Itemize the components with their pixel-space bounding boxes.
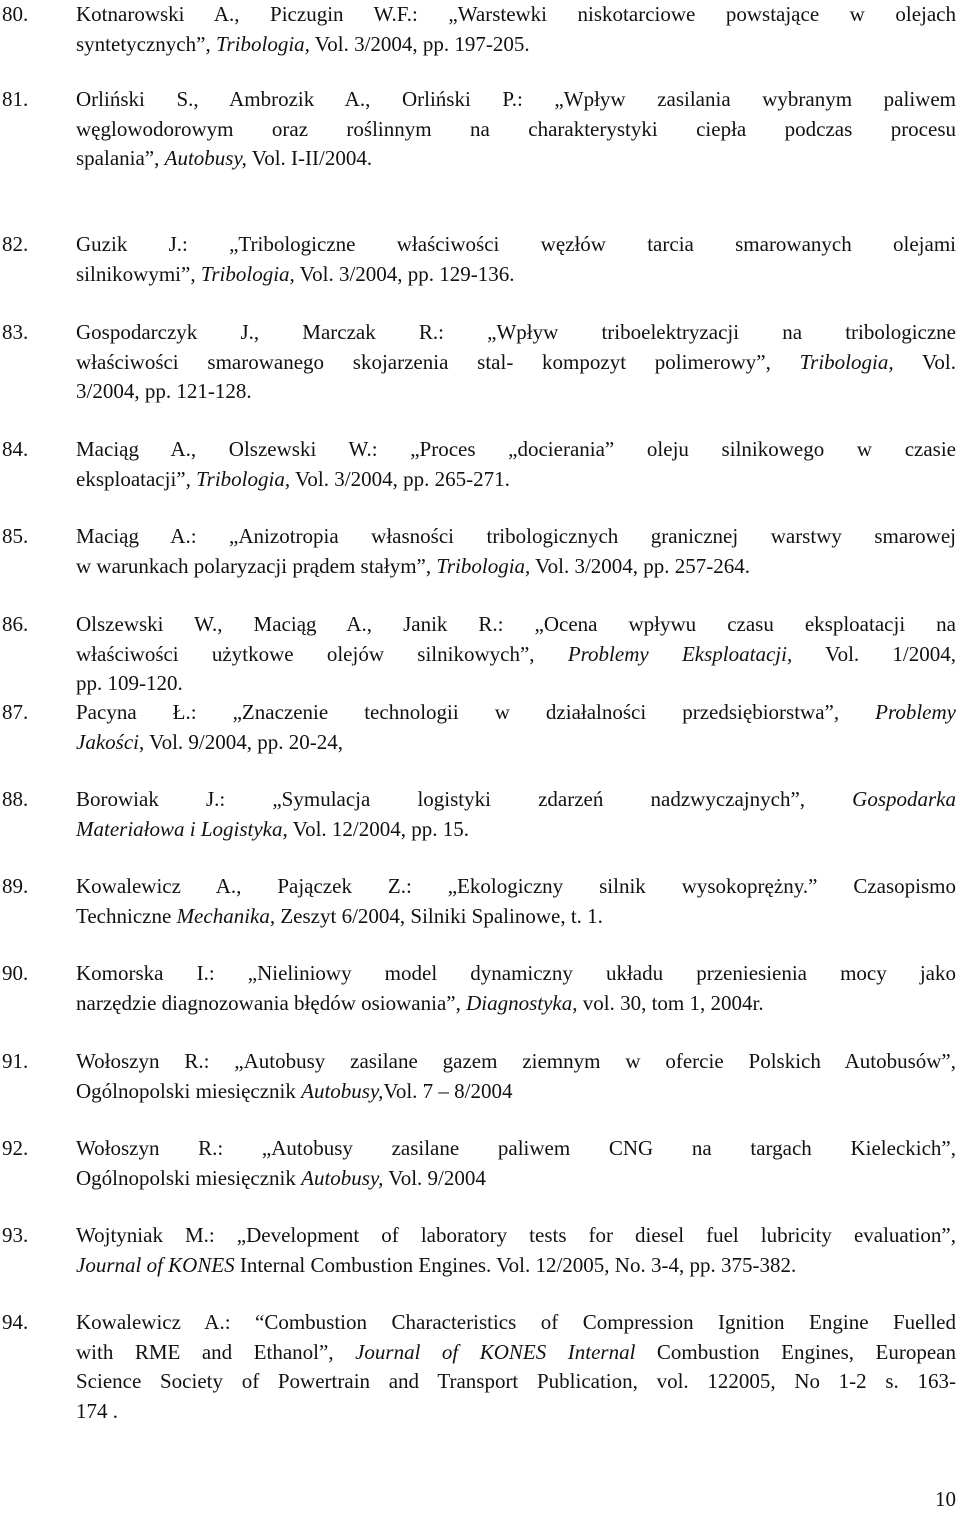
reference-line — [76, 435, 956, 465]
reference-line — [76, 872, 956, 902]
text-run: Wołoszyn R.: „Autobusy zasilane paliwem CNG na targach Kieleckich”, — [76, 1136, 956, 1160]
text-run: Ogólnopolski miesięcznik — [76, 1078, 302, 1103]
italic-title: Autobusy, — [164, 146, 247, 170]
reference-line — [76, 377, 956, 407]
reference-text — [76, 698, 956, 757]
text-run: Komorska I.: „Nieliniowy model dynamiczny układu przeniesienia mocy jako — [76, 961, 956, 985]
reference-text — [76, 959, 956, 1018]
reference-line — [76, 610, 956, 640]
reference-line — [76, 318, 956, 348]
text-run: Vol. 3/2004, pp. 257-264. — [530, 553, 751, 578]
reference-number: 88. — [2, 787, 29, 811]
italic-title: Tribologia, — [799, 349, 894, 374]
reference-number: 87. — [2, 700, 29, 724]
text-run: Internal Combustion Engines. Vol. 12/2005, No. 3-4, pp. 375-382. — [234, 1252, 797, 1277]
italic-title: Problemy Eksploatacji, — [567, 641, 793, 666]
reference-number: 82. — [2, 232, 29, 256]
reference-text — [76, 230, 956, 289]
reference-number: 85. — [2, 524, 29, 548]
reference-text — [76, 872, 956, 931]
reference-text — [76, 610, 956, 699]
reference-text — [76, 0, 956, 59]
reference-line — [76, 1077, 956, 1107]
reference-text — [76, 785, 956, 844]
reference-line — [76, 348, 956, 378]
text-run: with RME and Ethanol”, — [76, 1339, 356, 1364]
text-run: właściwości smarowanego skojarzenia stal- kompozyt polimerowy”, — [76, 349, 800, 374]
text-run: Vol. 3/2004, pp. 265-271. — [290, 466, 510, 491]
reference-line — [76, 902, 956, 932]
italic-title: Jakości — [76, 729, 139, 754]
reference-line — [76, 989, 956, 1019]
reference-line — [76, 728, 956, 758]
text-run: Vol. 1/2004, — [792, 641, 957, 666]
text-run: Maciąg A.: „Anizotropia własności tribologicznych granicznej warstwy smarowej — [76, 524, 956, 548]
reference-number: 94. — [2, 1310, 29, 1334]
italic-title: Autobusy, — [301, 1165, 384, 1190]
text-run: właściwości użytkowe olejów silnikowych”, — [76, 641, 568, 666]
reference-line — [76, 1047, 956, 1077]
italic-title: Mechanika, — [176, 903, 276, 928]
reference-text — [76, 318, 956, 407]
text-run: Vol. — [893, 349, 956, 374]
text-run: Wojtyniak M.: „Development of laboratory tests for diesel fuel lubricity evaluation”, — [76, 1223, 956, 1247]
text-run: Kowalewicz A.: “Combustion Characteristics of Compression Ignition Engine Fuelled — [76, 1310, 956, 1334]
text-run: Vol. 9/2004 — [383, 1165, 486, 1190]
italic-title: Tribologia, — [196, 466, 291, 491]
reference-line — [76, 552, 956, 582]
reference-line — [76, 1338, 956, 1368]
italic-title: Materiałowa i Logistyka — [76, 816, 283, 841]
text-run: 3/2004, pp. 121-128. — [76, 379, 252, 403]
text-run: Vol. 3/2004, pp. 197-205. — [309, 31, 530, 56]
text-run: Orliński S., Ambrozik A., Orliński P.: „Wpływ zasilania wybranym paliwem — [76, 87, 956, 111]
text-run: Vol. 3/2004, pp. 129-136. — [294, 261, 515, 286]
reference-line — [76, 465, 956, 495]
reference-line — [76, 144, 956, 174]
reference-line — [76, 1397, 956, 1427]
reference-line — [76, 1308, 956, 1338]
italic-title: Tribologia, — [215, 31, 310, 56]
reference-text — [76, 1047, 956, 1106]
reference-number: 84. — [2, 437, 29, 461]
reference-number: 89. — [2, 874, 29, 898]
reference-number: 81. — [2, 87, 29, 111]
reference-text — [76, 522, 956, 581]
reference-number: 91. — [2, 1049, 29, 1073]
text-run: Combustion Engines, European — [635, 1339, 956, 1364]
reference-line — [76, 640, 956, 670]
italic-title: Tribologia, — [200, 261, 295, 286]
reference-line — [76, 230, 956, 260]
reference-line — [76, 959, 956, 989]
reference-text — [76, 1221, 956, 1280]
reference-line — [76, 669, 956, 699]
italic-title: Autobusy, — [301, 1078, 384, 1103]
reference-number: 86. — [2, 612, 29, 636]
text-run: Pacyna Ł.: „Znaczenie technologii w działalności przedsiębiorstwa”, — [76, 700, 876, 724]
text-run: Ogólnopolski miesięcznik — [76, 1165, 302, 1190]
text-run: narzędzie diagnozowania błędów osiowania”, — [76, 990, 467, 1015]
page-number: 10 — [935, 1487, 956, 1511]
text-run: , vol. 30, tom 1, 2004r. — [572, 990, 764, 1015]
reference-line — [76, 115, 956, 145]
text-run: 174 . — [76, 1398, 118, 1423]
italic-title: Diagnostyka — [466, 990, 573, 1015]
reference-number: 93. — [2, 1223, 29, 1247]
text-run: w warunkach polaryzacji prądem stałym”, — [76, 553, 437, 578]
text-run: , Vol. 9/2004, pp. 20-24, — [138, 729, 343, 754]
reference-number: 83. — [2, 320, 29, 344]
reference-number: 90. — [2, 961, 29, 985]
reference-line — [76, 1367, 956, 1397]
text-run: Vol. 7 – 8/2004 — [383, 1078, 513, 1103]
italic-title: Journal of KONES Internal — [355, 1339, 636, 1364]
reference-number: 92. — [2, 1136, 29, 1160]
italic-title: Gospodarka — [852, 787, 956, 811]
italic-title: Tribologia, — [436, 553, 531, 578]
reference-line — [76, 522, 956, 552]
text-run: Techniczne — [76, 903, 177, 928]
text-run: Science Society of Powertrain and Transport Publication, vol. 122005, No 1-2 s. 163- — [76, 1369, 956, 1393]
text-run: eksploatacji”, — [76, 466, 197, 491]
italic-title: Journal of KONES — [76, 1252, 235, 1277]
text-run: Guzik J.: „Tribologiczne właściwości węzłów tarcia smarowanych olejami — [76, 232, 956, 256]
reference-line — [76, 1164, 956, 1194]
text-run: syntetycznych”, — [76, 31, 216, 56]
reference-line — [76, 1221, 956, 1251]
text-run: Olszewski W., Maciąg A., Janik R.: „Ocena wpływu czasu eksploatacji na — [76, 612, 956, 636]
reference-text — [76, 1308, 956, 1426]
reference-line — [76, 1134, 956, 1164]
reference-line — [76, 785, 956, 815]
reference-line — [76, 260, 956, 290]
text-run: Zeszyt 6/2004, Silniki Spalinowe, t. 1. — [275, 903, 603, 928]
text-run: spalania”, — [76, 146, 165, 170]
reference-text — [76, 85, 956, 174]
text-run: Kowalewicz A., Pajączek Z.: „Ekologiczny silnik wysokoprężny.” Czasopismo — [76, 874, 956, 898]
reference-text — [76, 435, 956, 494]
text-run: Maciąg A., Olszewski W.: „Proces „docierania” oleju silnikowego w czasie — [76, 437, 956, 461]
reference-text — [76, 1134, 956, 1193]
italic-title: Problemy — [875, 700, 956, 724]
reference-number: 80. — [2, 2, 29, 26]
reference-line — [76, 1251, 956, 1281]
reference-line — [76, 698, 956, 728]
text-run: , Vol. 12/2004, pp. 15. — [282, 816, 469, 841]
reference-line — [76, 0, 956, 30]
text-run: pp. 109-120. — [76, 671, 183, 695]
text-run: Kotnarowski A., Piczugin W.F.: „Warstewki niskotarciowe powstające w olejach — [76, 2, 956, 26]
text-run: Vol. I-II/2004. — [246, 146, 373, 170]
reference-line — [76, 85, 956, 115]
text-run: Borowiak J.: „Symulacja logistyki zdarzeń nadzwyczajnych”, — [76, 787, 853, 811]
text-run: silnikowymi”, — [76, 261, 201, 286]
text-run: węglowodorowym oraz roślinnym na charakterystyki ciepła podczas procesu — [76, 116, 956, 141]
text-run: Wołoszyn R.: „Autobusy zasilane gazem ziemnym w ofercie Polskich Autobusów”, — [76, 1049, 956, 1073]
text-run: Gospodarczyk J., Marczak R.: „Wpływ triboelektryzacji na tribologiczne — [76, 320, 956, 344]
reference-line — [76, 30, 956, 60]
reference-line — [76, 815, 956, 845]
